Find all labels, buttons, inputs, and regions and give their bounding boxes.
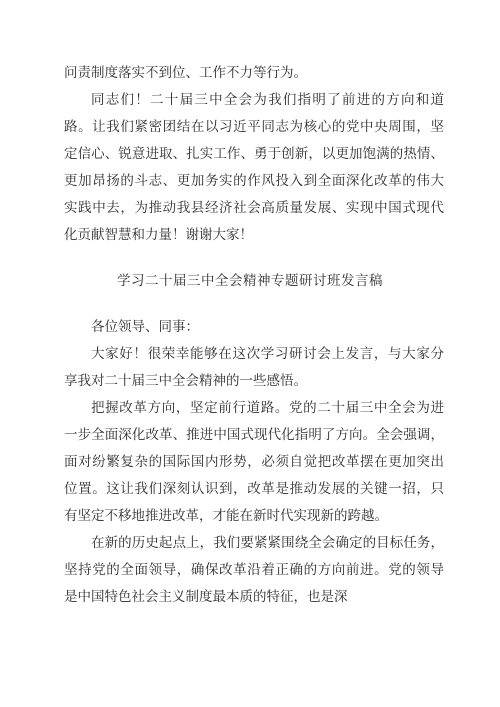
paragraph-line: 路。让我们紧密团结在以习近平同志为核心的党中央周围，坚 [64, 119, 444, 135]
paragraph-line: 在新的历史起点上，我们要紧紧围绕全会确定的目标任务， [91, 535, 444, 551]
paragraph-line: 问责制度落实不到位、工作不力等行为。 [64, 65, 307, 81]
paragraph-line: 位置。这让我们深刻认识到，改革是推动发展的关键一招，只 [64, 481, 444, 497]
paragraph-line: 一步全面深化改革、推进中国式现代化指明了方向。全会强调， [64, 427, 444, 443]
paragraph-line: 大家好！很荣幸能够在这次学习研讨会上发言，与大家分 [91, 346, 444, 362]
paragraph-line: 同志们！二十届三中全会为我们指明了前进的方向和道 [91, 92, 444, 108]
paragraph-line: 实践中去，为推动我县经济社会高质量发展、实现中国式现代 [64, 200, 444, 216]
paragraph-line: 化贡献智慧和力量！谢谢大家！ [64, 227, 253, 243]
paragraph-line: 坚持党的全面领导，确保改革沿着正确的方向前进。党的领导 [64, 562, 444, 578]
document-title: 学习二十届三中全会精神专题研讨班发言稿 [117, 273, 383, 289]
salutation: 各位领导、同事： [91, 319, 199, 335]
paragraph-line: 更加昂扬的斗志、更加务实的作风投入到全面深化改革的伟大 [64, 173, 444, 189]
paragraph-line: 是中国特色社会主义制度最本质的特征，也是深 [64, 589, 348, 605]
paragraph-line: 把握改革方向，坚定前行道路。党的二十届三中全会为进 [91, 400, 444, 416]
paragraph-line: 定信心、锐意进取、扎实工作、勇于创新，以更加饱满的热情、 [64, 146, 444, 162]
paragraph-line: 面对纷繁复杂的国际国内形势，必须自觉把改革摆在更加突出 [64, 454, 444, 470]
paragraph-line: 享我对二十届三中全会精神的一些感悟。 [64, 373, 307, 389]
paragraph-line: 有坚定不移地推进改革，才能在新时代实现新的跨越。 [64, 508, 388, 524]
